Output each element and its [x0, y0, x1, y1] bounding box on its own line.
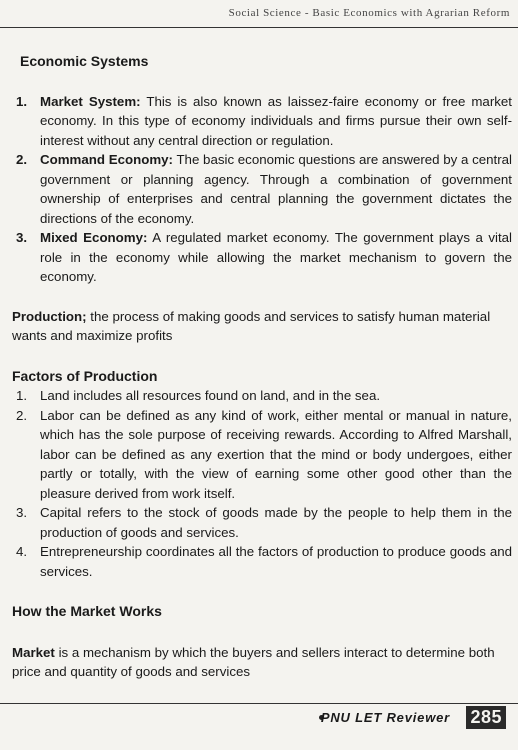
running-title: Social Science - Basic Economics with Agrarian Reform — [228, 7, 510, 19]
list-item — [12, 150, 512, 228]
section-heading-factors: Factors of Production — [12, 367, 158, 384]
list-number: 2. — [16, 407, 28, 423]
footer-rule — [0, 703, 518, 704]
page-footer — [0, 700, 518, 740]
list-number: 1. — [16, 388, 28, 403]
production-definition — [12, 307, 512, 346]
page-content — [12, 52, 512, 682]
list-text: Land includes all resources found on land, and in the sea. — [40, 388, 381, 403]
list-item — [12, 542, 512, 581]
list-number: 1. — [16, 93, 28, 109]
factors-list — [12, 386, 512, 581]
market-definition — [12, 643, 512, 682]
list-item — [12, 406, 512, 504]
economic-systems-list — [12, 92, 512, 287]
list-item — [12, 503, 512, 542]
list-number: 4. — [16, 544, 28, 559]
section-heading-market: How the Market Works — [12, 603, 162, 619]
page-header — [0, 0, 518, 30]
list-number: 3. — [16, 230, 28, 245]
page-number: 285 — [466, 706, 506, 729]
list-term: Market System: — [40, 93, 141, 109]
market-text: is a mechanism by which the buyers and sellers interact to determine both price and quantity of goods and services — [12, 644, 495, 679]
production-text: the process of making goods and services to satisfy human material wants and maximize profits — [12, 308, 491, 343]
list-number: 3. — [16, 505, 28, 520]
list-text: The basic economic questions are answered by a central government or planning agency. Through a combination of government ownership of enterprises and central planning the government dictates the directions of the economy. — [40, 152, 512, 226]
list-item — [12, 228, 512, 287]
list-text: A regulated market economy. The government plays a vital role in the economy while allowing the market mechanism to govern the economy. — [40, 230, 512, 284]
list-term: Command Economy: — [40, 152, 173, 167]
list-term: Mixed Economy: — [40, 230, 148, 245]
list-item — [12, 92, 512, 151]
list-text: This is also known as laissez-faire economy or free market economy. In this type of economy individuals and firms pursue their own self-interest without any central direction or regulation. — [40, 93, 512, 148]
list-text: Entrepreneurship coordinates all the factors of production to produce goods and services. — [40, 544, 512, 579]
market-term: Market — [12, 644, 55, 660]
header-rule — [0, 27, 518, 28]
footer-label: PNU LET Reviewer — [320, 710, 450, 725]
list-number: 2. — [16, 152, 28, 167]
list-item — [12, 386, 512, 406]
list-text: Capital refers to the stock of goods made by the people to help them in the production of goods and services. — [40, 505, 512, 540]
section-heading-economic-systems: Economic Systems — [20, 53, 149, 69]
production-term: Production; — [12, 308, 87, 324]
list-text: Labor can be defined as any kind of work, either mental or manual in nature, which has the sole purpose of receiving rewards. According to Alfred Marshall, labor can be defined as any exertion that the mind or body undergoes, either partly or totally, with the view of earning some other good other than the pleasure derived from work itself. — [40, 407, 512, 501]
